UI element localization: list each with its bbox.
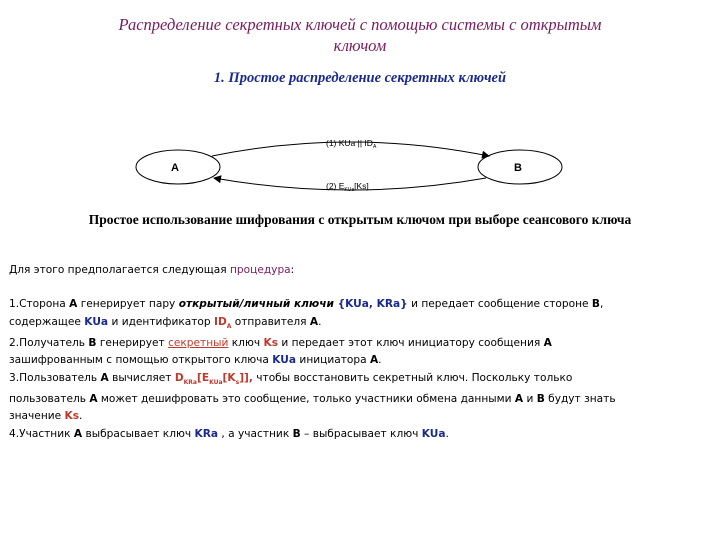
title-line-2: ключом (333, 36, 387, 55)
step-4: 4.Участник A выбрасывает ключ KRa , а участник B – выбрасывает ключ KUa. (9, 427, 449, 440)
message-1-label: (1) KUa || $ID_A$ (326, 138, 377, 150)
secret-link[interactable]: секретный (168, 337, 229, 349)
step-1: 1.Сторона A генерирует пару открытый/личный ключи {KUa, KRa} и передает сообщение стороне B, содержащее KUa и идентификатор $ID_A$ отправителя A. (9, 298, 604, 330)
title-line-1: Распределение секретных ключей с помощью системы с открытым (118, 15, 602, 34)
node-a-label: A (171, 162, 179, 174)
procedure-link[interactable]: процедура (229, 264, 291, 276)
diagram-caption: Простое использование шифрования с открытым ключом при выборе сеансового ключа (88, 212, 632, 227)
node-b-label: B (514, 162, 522, 174)
intro-line: Для этого предполагается следующая процедура: (9, 264, 295, 276)
step-2: 2.Получатель B генерирует секретный ключ Ks и передает этот ключ инициатору сообщения A зашифрованным с помощью открытого ключа KUa инициатора A. (9, 337, 552, 367)
message-2-label: (2) $E_{KUa}[Ks]$ (326, 181, 369, 193)
procedure-text (9, 262, 699, 443)
step-3: 3.Пользователь A вычисляет $D_{KRa}[E_{KUa}[K_s]]$, чтобы восстановить секретный ключ. Поскольку только пользователь A может дешифровать это сообщение, только участники обмена данными A и B будут знать значение Ks. (9, 371, 616, 423)
section-subtitle: 1. Простое распределение секретных ключей (213, 70, 507, 86)
